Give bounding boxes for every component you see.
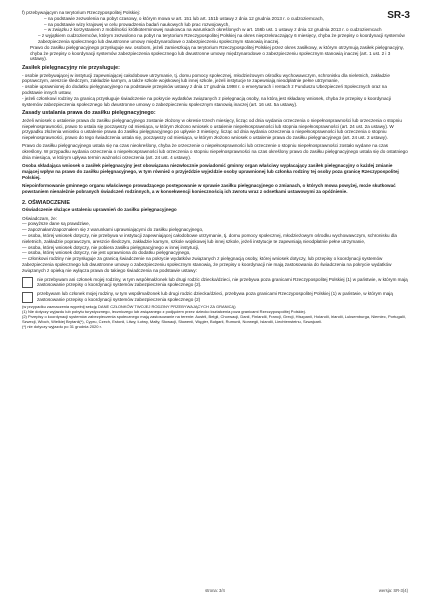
form-code: SR-3 (387, 10, 410, 21)
rules-paragraph-1: Jeżeli wniosek o ustalenie prawa do zasiłku pielęgnacyjnego zostanie złożony w okresie trzech miesięcy, licząc od dnia wydania orzeczenia o niepełnosprawności lub orzeczenia o stopniu niepełnosprawności, prawo to ustala się począwszy od miesiąca, w którym złożono wniosek o ustalenie niepełnosprawności lub stopnia niepełnosprawności (art. 24 ust. 2a ustawy). W przypadku złożenia wniosku o ustalenie prawa do zasiłku pielęgnacyjnego po upływie 3 miesięcy, licząc od dnia wydania orzeczenia o niepełnosprawności lub orzeczenia o stopniu niepełnosprawności, prawo do tego świadczenia ustala się, począwszy od miesiąca, w którym złożono wniosek o ustalenie prawa do zasiłku pielęgnacyjnego (art. 24 ust. 2 ustawy). (22, 117, 402, 141)
section-f-bullet: – na podstawie wizy krajowej w celu prowadzenia badań naukowych lub prac rozwojowych, (44, 21, 230, 27)
not-entitled-item: - osobie uprawnionej do dodatku pielęgnacyjnego na podstawie przepisów ustawy z dnia 17 grudnia 1998 r. o emeryturach i rentach z Funduszu Ubezpieczeń Społecznych oraz na podstawie innych ustaw, (22, 84, 387, 95)
footnote: (1) Nie dotyczy wyjazdu lub pobytu turystycznego, leczniczego lub związanego z podjęciem przez dziecko kształcenia poza granicami Rzeczypospolitej Polskiej. (22, 308, 306, 314)
not-entitled-item: - osobie przebywającej w instytucji zapewniającej całodobowe utrzymanie, tj. domu pomocy społecznej, młodzieżowym ośrodku wychowawczym, schronisku dla nieletnich, zakładzie poprawczym, areszcie śledczym, zakładzie karnym, a także szkole wojskowej lub innej szkole, jeżeli instytucje te zapewniają nieodpłatnie pełne utrzymanie, (22, 72, 390, 84)
statement-line: — członkowi rodziny nie przysługuje za granicą świadczenie na pokrycie wydatków związanych z pielęgnacją osoby, której wniosek dotyczy, lub przepisy o koordynacji systemów zabezpieczenia społecznego lub dwustronne umowy o zabezpieczeniu społecznym stanowią, że przepisy o koordynacji nie mają zastosowania do świadczenia na pokrycie wydatków związanych z opieką nie wyłącza prawa do takiego świadczenia na podstawie ustawy: (22, 256, 392, 273)
statement-line: — zapoznałam/zapoznałem się z warunkami uprawniającymi do zasiłku pielęgnacyjnego, (22, 227, 204, 233)
section-f-tail: – z wyjątkiem cudzoziemców, którym zezwolono na pobyt na terytorium Rzeczypospolitej Polskiej na okres nieprzekraczający 6 miesięcy, chyba że przepisy o koordynacji systemów zabezpieczenia społecznego lub dwustronne umowy międzynarodowe o zabezpieczeniu społecznym stanowią inaczej. (38, 33, 405, 44)
not-entitled-heading: Zasiłek pielęgnacyjny nie przysługuje: (22, 65, 120, 72)
form-version: wersja: SR-3(4) (378, 588, 408, 593)
section-f-paragraph: Prawo do zasiłku pielęgnacyjnego przysługuje ww. osobom, jeżeli zamieszkują na terytorium Rzeczypospolitej Polskiej przez okres zasiłkowy, w którym otrzymują zasiłek pielęgnacyjny, chyba że przepisy o koordynacji systemów zabezpieczenia społecznego lub dwustronne umowy międzynarodowe o zabezpieczeniu społecznym stanowią inaczej (art. 1 ust. 2 i 3 ustawy). (30, 44, 404, 62)
abroad-no-checkbox[interactable] (22, 277, 33, 288)
footnote: (2) Przepisy o koordynacji systemów zabezpieczenia społecznego mają zastosowanie na terenie: Austrii, Belgii, Chorwacji, Danii, Finlandii, Francji, Grecji, Hiszpanii, Holandii, Irlandii, Luksemburga, Niemiec, Portugalii, Szwecji, Włoch, Wielkiej Brytanii(*), Cypru, Czech, Estonii, Litwy, Łotwy, Malty, Słowacji, Słowenii, Węgier, Bułgarii, Rumunii, Norwegii, Islandii, Liechtensteinu, Szwajcarii. (22, 313, 406, 324)
page-footer (22, 588, 408, 593)
abroad-yes-option (22, 291, 408, 303)
statement-line: — powyższe dane są prawdziwe, (22, 221, 90, 227)
abroad-no-option (22, 277, 408, 289)
abroad-yes-label: przebywam lub członek mojej rodziny, w tym współmałżonek lub drugi rodzic dziecka/dzieci, przebywa poza granicami Rzeczypospolitej Polskiej (1) w państwie, w którym mają zastosowanie przepisy o koordynacji systemów zabezpieczenia społecznego (2) (37, 291, 393, 302)
footnote: (*) nie dotyczy wyjazdu po 31 grudnia 2020 r. (22, 323, 102, 329)
statement-line: — osoba, której wniosek dotyczy, nie pobiera zasiłku pielęgnacyjnego w innej instytucji, (22, 244, 200, 250)
rules-paragraph-2: Prawo do zasiłku pielęgnacyjnego ustala się na czas nieokreślony, chyba że orzeczenie o niepełnosprawności lub orzeczenie o stopniu niepełnosprawności zostało wydane na czas określony. W przypadku wydania orzeczenia o niepełnosprawności lub orzeczenia o stopniu niepełnosprawności na czas określony prawo do zasiłku pielęgnacyjnego ustala się do ostatniego dnia miesiąca, w którym upływa termin ważności orzeczenia (art. 24 ust. 4 ustawy). (22, 143, 408, 161)
section-f-bullet: – na podstawie zezwolenia na pobyt czasowy, o którym mowa w art. 151 lub art. 151b ustawy z dnia 12 grudnia 2013 r. o cudzoziemcach, (44, 15, 324, 21)
oswiadczenie-subtitle: Oświadczenie służące ustaleniu uprawnień do zasiłku pielęgnacyjnego (22, 207, 177, 213)
rules-heading: Zasady ustalania prawa do zasiłku pielęgnacyjnego: (22, 110, 156, 117)
abroad-yes-checkbox[interactable] (22, 292, 33, 303)
statement-line: — osoba, której wniosek dotyczy, nie jest uprawniona do dodatku pielęgnacyjnego, (22, 250, 191, 256)
abroad-note: (w przypadku zaznaczenia wypełnij sekcję DANE CZŁONKÓW TWOJEJ RODZINY PRZEBYWAJĄCYCH ZA GRANICĄ) (22, 303, 236, 309)
abroad-no-label: nie przebywam ani członek mojej rodziny, w tym współmałżonek lub drugi rodzic dziecka/dzieci, nie przebywa poza granicami Rzeczypospolitej Polskiej (1) w państwie, w którym mają zastosowanie przepisy o koordynacji systemów zabezpieczenia społecznego (2). (37, 276, 408, 288)
section-f-heading: f) przebywającym na terytorium Rzeczypospolitej Polskiej: (22, 10, 140, 15)
page-number: strona: 3/4 (205, 588, 225, 593)
rules-notice-2: Niepoinformowanie gminnego organu właściwego prowadzącego postępowanie w sprawie zasiłku pielęgnacyjnego o zmianach, o których mowa powyżej, może skutkować powstaniem nienależnie pobranych świadczeń rodzinnych, a w konsekwencji koniecznością ich zwrotu wraz z odsetkami ustawowymi za opóźnienie. (22, 183, 396, 195)
oswiadczenie-heading: 2. OŚWIADCZENIE (22, 199, 70, 206)
rules-notice-1: Osoba składająca wniosek o zasiłek pielęgnacyjny jest obowiązana niezwłocznie powiadomić gminny organ właściwy wypłacający zasiłek pielęgnacyjny o każdej zmianie mającej wpływ na prawo do zasiłku pielęgnacyjnego, w tym również o przyjeździe wyjeździe osoby uprawnionej lub członka rodziny tej osoby poza granicę Rzeczypospolitej Polskiej. (22, 163, 399, 180)
section-f-bullet: – w związku z korzystaniem z mobilności krótkoterminowej naukowca na warunkach określonych w art. 156b ust. 1 ustawy z dnia 12 grudnia 2013 r. o cudzoziemcach (44, 27, 382, 33)
statement-line: — osoba, której wniosek dotyczy, nie przebywa w instytucji zapewniającej całodobowe utrzymanie, tj. domu pomocy społecznej, młodzieżowym ośrodku wychowawczym, schronisku dla nieletnich, zakładzie poprawczym, areszcie śledczym, zakładzie karnym, szkole wojskowej lub innej szkole, jeżeli instytucje te zapewniają nieodpłatnie pełne utrzymanie, (22, 232, 397, 244)
not-entitled-item: - jeżeli członkowi rodziny za granicą przysługuje świadczenie na pokrycie wydatków związanych z pielęgnacją osoby, na którą jest składany wniosek, chyba że przepisy o koordynacji systemów zabezpieczenia społecznego lub dwustronne umowy o zabezpieczeniu społecznym stanowią inaczej (art. 16 ust. 5a ustawy). (22, 95, 391, 107)
document-page (22, 10, 408, 329)
oswiadczenie-intro: Oświadczam, że: (22, 215, 57, 221)
